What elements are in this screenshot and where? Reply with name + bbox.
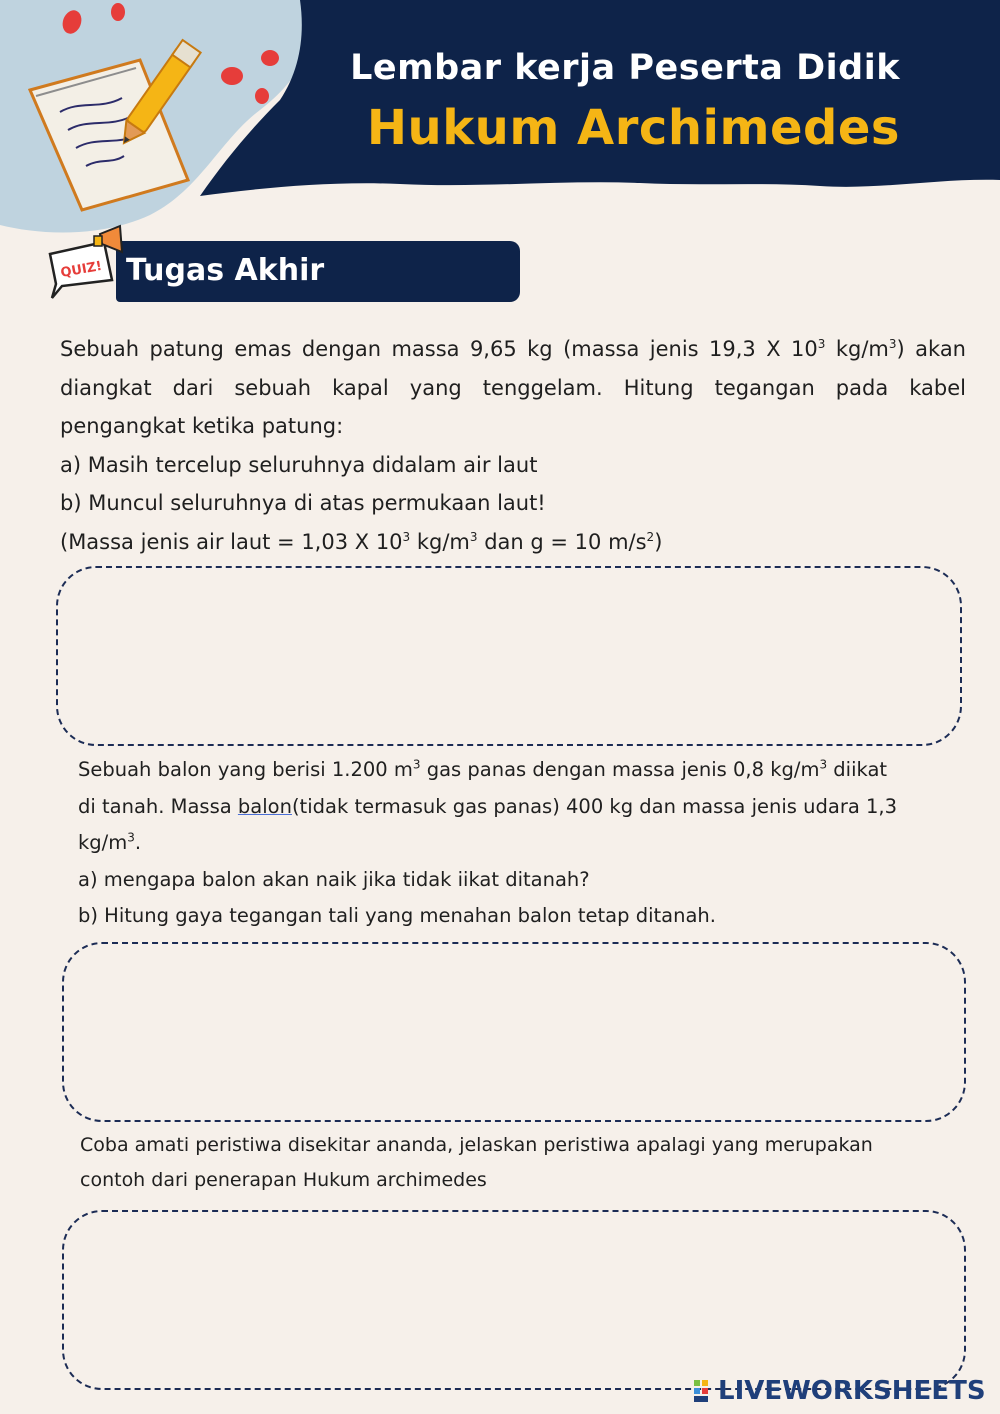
question-2-line-2: di tanah. Massa balon(tidak termasuk gas panas) 400 kg dan massa jenis udara 1,3 [78,794,897,818]
question-1-option-a: a) Masih tercelup seluruhnya didalam air laut [60,452,538,477]
question-1-option-b: b) Muncul seluruhnya di atas permukaan laut! [60,491,546,515]
question-3-line-1: Coba amati peristiwa disekitar ananda, jelaskan peristiwa apalagi yang merupakan [80,1134,873,1156]
question-1 [60,330,966,561]
question-1-line-1: Sebuah patung emas dengan massa 9,65 kg (massa jenis 19,3 X $10^3$ $kg/m^3$) akan [60,337,966,361]
liveworksheets-logo-icon [694,1380,716,1402]
answer-box-2[interactable] [62,942,966,1122]
navy-banner [200,0,1000,196]
liveworksheets-brand-text: LIVEWORKSHEETS [718,1376,986,1406]
question-2 [78,752,938,935]
quiz-icon-text: QUIZ! [59,258,104,281]
question-2-line-3: $kg/m^3$. [78,830,142,854]
red-dot [221,67,243,85]
red-dot [261,50,279,66]
question-3-line-2: contoh dari penerapan Hukum archimedes [80,1168,487,1191]
question-3 [80,1128,940,1197]
question-2-option-b: b) Hitung gaya tegangan tali yang menahan balon tetap ditanah. [78,904,716,927]
liveworksheets-brand[interactable] [694,1374,986,1408]
red-dot [111,3,125,21]
question-1-line-2: diangkat dari sebuah kapal yang tenggelam. Hitung tegangan pada kabel [60,375,966,400]
red-dot [255,88,269,104]
question-1-note: (Massa jenis air laut = 1,03 X $10^3$ $kg/m^3$ dan g = 10 $m/s^2$) [60,529,663,554]
worksheet-subtitle: Lembar kerja Peserta Didik [350,48,900,88]
answer-box-3[interactable] [62,1210,966,1390]
worksheet-title: Hukum Archimedes [366,100,900,156]
question-1-line-3: pengangkat ketika patung: [60,414,344,438]
section-title: Tugas Akhir [126,253,325,288]
question-2-line-1: Sebuah balon yang berisi 1.200 $m^3$ gas panas dengan massa jenis 0,8 $kg/m^3$ diikat [78,757,888,781]
answer-box-1[interactable] [56,566,962,746]
section-heading-bar [116,241,520,302]
question-2-option-a: a) mengapa balon akan naik jika tidak iikat ditanah? [78,867,590,891]
quiz-megaphone-icon [42,224,132,308]
